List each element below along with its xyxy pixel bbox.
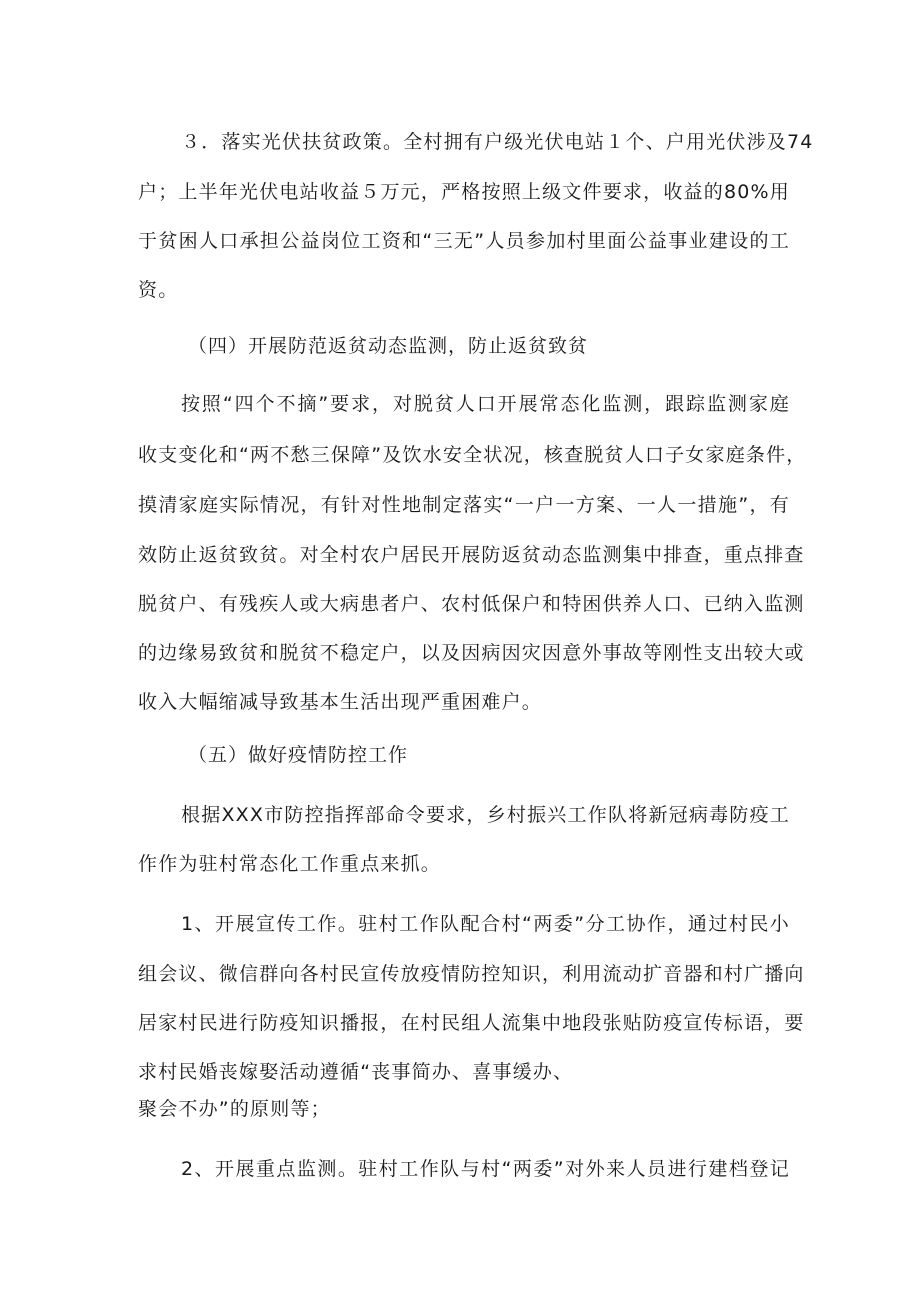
paragraph-line: 收入大幅缩减导致基本生活出现严重困难户。 bbox=[138, 691, 543, 713]
paragraph-line: 户；上半年光伏电站收益５万元，严格按照上级文件要求，收益的80%用 bbox=[138, 181, 790, 203]
paragraph-line: ３．落实光伏扶贫政策。全村拥有户级光伏电站１个、户用光伏涉及74 bbox=[181, 131, 814, 153]
paragraph-line: 摸清家庭实际情况，有针对性地制定落实“一户一方案、一人一措施”，有 bbox=[138, 494, 790, 516]
paragraph-line: 作作为驻村常态化工作重点来抓。 bbox=[138, 853, 442, 875]
paragraph-line: 按照“四个不摘”要求，对脱贫人口开展常态化监测，跟踪监测家庭 bbox=[181, 393, 790, 415]
paragraph-line: 收支变化和“两不愁三保障”及饮水安全状况，核查脱贫人口子女家庭条件， bbox=[138, 444, 807, 466]
paragraph-line: 于贫困人口承担公益岗位工资和“三无”人员参加村里面公益事业建设的工 bbox=[138, 230, 790, 252]
paragraph-line: 2、开展重点监测。驻村工作队与村“两委”对外来人员进行建档登记 bbox=[181, 1158, 790, 1180]
paragraph-line: 脱贫户、有残疾人或大病患者户、农村低保户和特困供养人口、已纳入监测 bbox=[138, 593, 805, 615]
paragraph-line: 居家村民进行防疫知识播报，在村民组人流集中地段张贴防疫宣传标语，要 bbox=[138, 1012, 805, 1034]
paragraph-line: 组会议、微信群向各村民宣传放疫情防控知识，利用流动扩音器和村广播向 bbox=[138, 963, 805, 985]
paragraph-line: 聚会不办”的原则等； bbox=[138, 1098, 331, 1120]
paragraph-line: 1、开展宣传工作。驻村工作队配合村“两委”分工协作，通过村民小 bbox=[181, 913, 790, 935]
paragraph-line: 效防止返贫致贫。对全村农户居民开展防返贫动态监测集中排查，重点排查 bbox=[138, 544, 805, 566]
section-heading: （四）开展防范返贫动态监测，防止返贫致贫 bbox=[188, 335, 589, 357]
paragraph-line: 求村民婚丧嫁娶活动遵循“丧事简办、喜事缓办、 bbox=[138, 1061, 574, 1083]
section-heading: （五）做好疫情防控工作 bbox=[188, 744, 409, 766]
paragraph-line: 资。 bbox=[138, 279, 179, 301]
paragraph-line: 的边缘易致贫和脱贫不稳定户，以及因病因灾因意外事故等刚性支出较大或 bbox=[138, 642, 805, 664]
paragraph-line: 根据XXX市防控指挥部命令要求，乡村振兴工作队将新冠病毒防疫工 bbox=[181, 804, 790, 826]
